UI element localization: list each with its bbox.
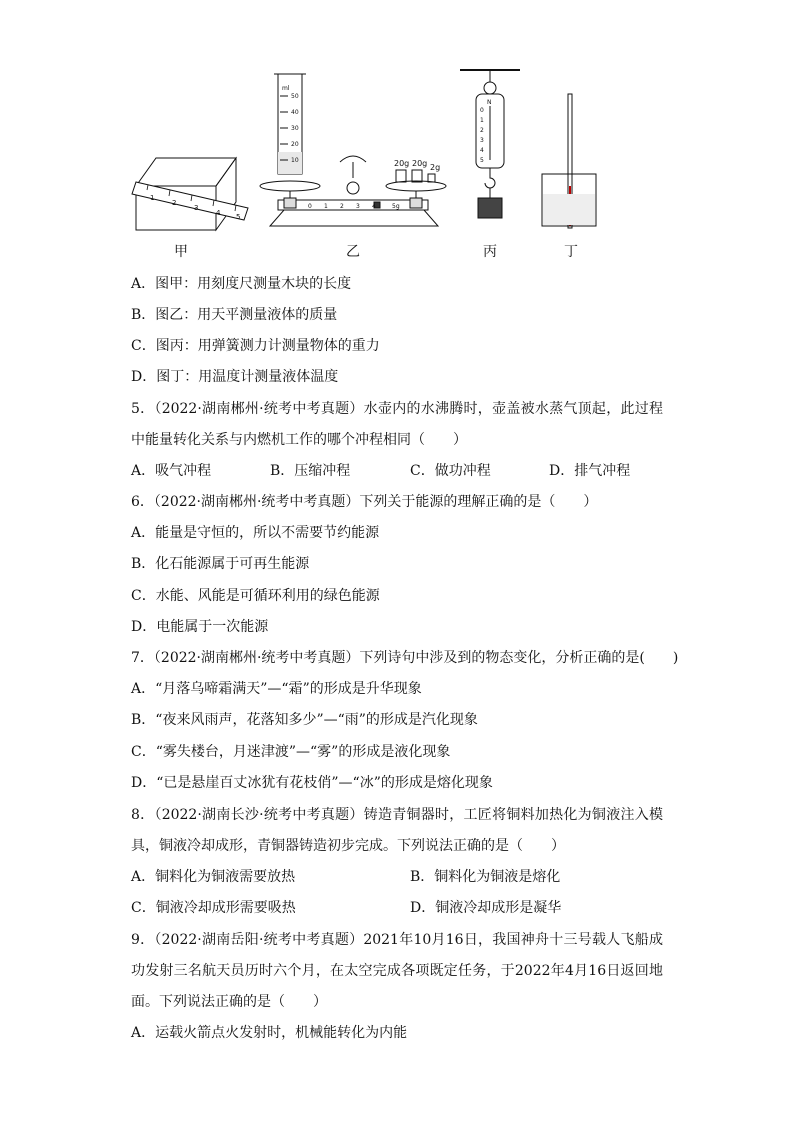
weight-label: 20g [394,159,410,168]
cylinder-tick: 20 [291,141,299,148]
q5-option-c: C．做功冲程 [410,463,491,479]
figure-label-yi: 乙 [346,244,360,260]
ruler-tick: 1 [150,194,155,202]
balance-scale-mark: 2 [340,203,344,210]
q9-option-a: A．运载火箭点火发射时，机械能转化为内能 [131,1025,408,1041]
q4-option-d: D．图丁：用温度计测量液体温度 [131,369,339,385]
q6-option-b: B．化石能源属于可再生能源 [131,556,310,572]
q8-option-d: D．铜液冷却成形是凝华 [410,900,562,916]
q8-option-c: C．铜液冷却成形需要吸热 [131,900,296,916]
balance-scale-mark: 3 [356,203,360,210]
graduated-cylinder-drawing [274,74,306,174]
figure-label-jia: 甲 [174,244,188,260]
spring-scale-tick: 3 [480,137,484,144]
thermometer-beaker-drawing [542,94,596,228]
spring-scale-tick: 4 [480,147,484,154]
q9-stem: 9．（2022·湖南岳阳·统考中考真题）2021年10月16日，我国神舟十三号载人飞船成功发射三名航天员历时六个月，在太空完成各项既定任务，于2022年4月16日返回地面。下列说法正确的是（ ） [131,932,663,1010]
q4-option-c: C．图丙：用弹簧测力计测量物体的重力 [131,338,380,354]
q7-option-b: B．“夜来风雨声，花落知多少”—“雨”的形成是汽化现象 [131,712,478,728]
balance-scale-mark: 0 [308,203,312,210]
q7-option-c: C．“雾失楼台，月迷津渡”—“雾”的形成是液化现象 [131,744,451,760]
cylinder-tick: 40 [291,109,299,116]
spring-scale-tick: 0 [480,107,484,114]
q6-option-d: D．电能属于一次能源 [131,619,269,635]
weight-label: 20g [412,159,428,168]
q4-option-b: B．图乙：用天平测量液体的质量 [131,307,338,323]
cylinder-tick: 30 [291,125,299,132]
q5-option-d: D．排气冲程 [549,463,631,479]
weight-label: 2g [430,163,441,172]
q8-option-a: A．铜料化为铜液需要放热 [131,869,296,885]
figure-label-bing: 丙 [483,244,497,260]
q8-option-b: B．铜料化为铜液是熔化 [410,869,561,885]
q6-stem: 6．（2022·湖南郴州·统考中考真题）下列关于能源的理解正确的是（ ） [131,494,598,510]
cylinder-tick: 50 [291,93,299,100]
q7-option-a: A．“月落乌啼霜满天”—“霜”的形成是升华现象 [131,681,422,697]
balance-scale-mark: 1 [324,203,328,210]
spring-scale-tick: 1 [480,117,484,124]
q7-stem: 7．（2022·湖南郴州·统考中考真题）下列诗句中涉及到的物态变化，分析正确的是( ) [131,650,679,666]
ruler-tick: 2 [172,199,177,207]
ruler-tick: 5 [236,213,241,221]
cylinder-unit: ml [282,85,290,92]
q4-option-a: A．图甲：用刻度尺测量木块的长度 [131,276,352,292]
cylinder-tick: 10 [291,157,299,164]
q5-stem: 5．（2022·湖南郴州·统考中考真题）水壶内的水沸腾时，壶盖被水蒸气顶起，此过程中能量转化关系与内燃机工作的哪个冲程相同（ ） [131,401,663,448]
experiment-figure [128,66,648,266]
q7-option-d: D．“已是悬崖百丈冰犹有花枝俏”—“冰”的形成是熔化现象 [131,775,493,791]
ruler-tick: 3 [194,204,199,212]
figure-label-ding: 丁 [564,244,578,260]
balance-scale-mark: 4 [372,203,376,210]
spring-scale-tick: 2 [480,127,484,134]
q6-option-a: A．能量是守恒的，所以不需要节约能源 [131,525,380,541]
spring-scale-tick: 5 [480,157,484,164]
q6-option-c: C．水能、风能是可循环利用的绿色能源 [131,588,380,604]
balance-scale-mark: 5g [392,203,400,210]
spring-scale-unit: N [487,99,492,106]
ruler-tick: 4 [216,209,221,217]
spring-scale-drawing [460,70,520,218]
q5-option-a: A．吸气冲程 [131,463,212,479]
q5-option-b: B．压缩冲程 [270,463,351,479]
q8-stem: 8．（2022·湖南长沙·统考中考真题）铸造青铜器时，工匠将铜料加热化为铜液注入模具，铜液冷却成形，青铜器铸造初步完成。下列说法正确的是（ ） [131,807,663,854]
